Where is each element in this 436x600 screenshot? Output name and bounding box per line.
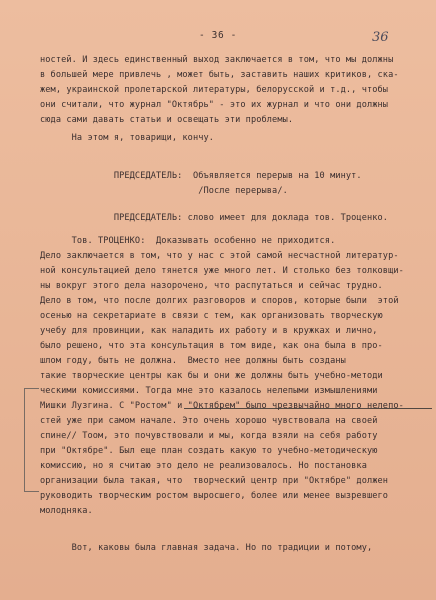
- text-line: было решено, что эта консультация в том виде, как она была в про-: [40, 341, 383, 351]
- text-line: Вот, каковы была главная задача. Но по традиции и потому,: [40, 543, 373, 553]
- text-line: спине// Тоом, это почувствовали и мы, когда взяли на себя работу: [40, 431, 378, 441]
- margin-bracket-mark: [24, 388, 39, 492]
- text-line: На этом я, товарищи, кончу.: [40, 133, 215, 143]
- handwritten-page-number: 36: [372, 30, 389, 45]
- text-line: стей уже при самом начале. Это очень хорошо чувствовала на своей: [40, 416, 378, 426]
- text-line: ческими комиссиями. Тогда мне это казалось нелепыми измышлениями: [40, 386, 378, 396]
- text-line: сюда сами давать статьи и освещать эти проблемы.: [40, 115, 294, 125]
- text-line: жем, украинской пролетарской литературы, белорусской и т.д., чтобы: [40, 85, 389, 95]
- text-line: Дело заключается в том, что у нас с этой самой несчастной литератур-: [40, 251, 399, 261]
- text-line: комиссию, но я считаю это дело не реализовалось. Но постановка: [40, 461, 367, 471]
- text-line: молодняка.: [40, 506, 93, 516]
- text-line: Дело в том, что после долгих разговоров и споров, которые были этой: [40, 296, 399, 306]
- page-number: - 36 -: [199, 30, 237, 41]
- speaker-line: Тов. ТРОЦЕНКО: Доказывать особенно не приходится.: [40, 236, 336, 246]
- break-note: /После перерыва/.: [40, 186, 288, 196]
- text-line: при "Октябре". Был еще план создать какую то учебно-методическую: [40, 446, 378, 456]
- text-line: ной консультацией дело тянется уже много лет. И столько без толковщи-: [40, 266, 404, 276]
- text-line: организации была такая, что творческий центр при "Октябре" должен: [40, 476, 389, 486]
- text-line: такие творческие центры как бы и они же должны быть учебно-методи: [40, 371, 383, 381]
- text-line: Мишки Лузгина. С "Ростом" и "Октябрем" было чрезвычайно много нелепо-: [40, 401, 404, 411]
- text-line: учебу для провинции, как наладить их работу и в кружках и лично,: [40, 326, 378, 336]
- text-line: руководить творческим ростом выросшего, более или менее вызревшего: [40, 491, 389, 501]
- text-line: они считали, что журнал "Октябрь" - это их журнал и что они должны: [40, 100, 389, 110]
- text-line: шлом году, быть не должна. Вместо нее должны быть созданы: [40, 356, 346, 366]
- text-line: в большей мере привлечь , может быть, заставить наших критиков, ска-: [40, 70, 399, 80]
- text-line: осенью на секретариате в связи с тем, как организовать творческую: [40, 311, 383, 321]
- text-line: ностей. И здесь единственный выход заключается в том, что мы должны: [40, 55, 394, 65]
- chairman-announcement: ПРЕДСЕДАТЕЛЬ: Объявляется перерыв на 10 минут.: [40, 171, 362, 181]
- text-line: ны вокруг этого дела назорочено, что распутаться и сейчас трудно.: [40, 281, 383, 291]
- chairman-speaker-intro: ПРЕДСЕДАТЕЛЬ: слово имеет для доклада тов. Троценко.: [40, 213, 389, 223]
